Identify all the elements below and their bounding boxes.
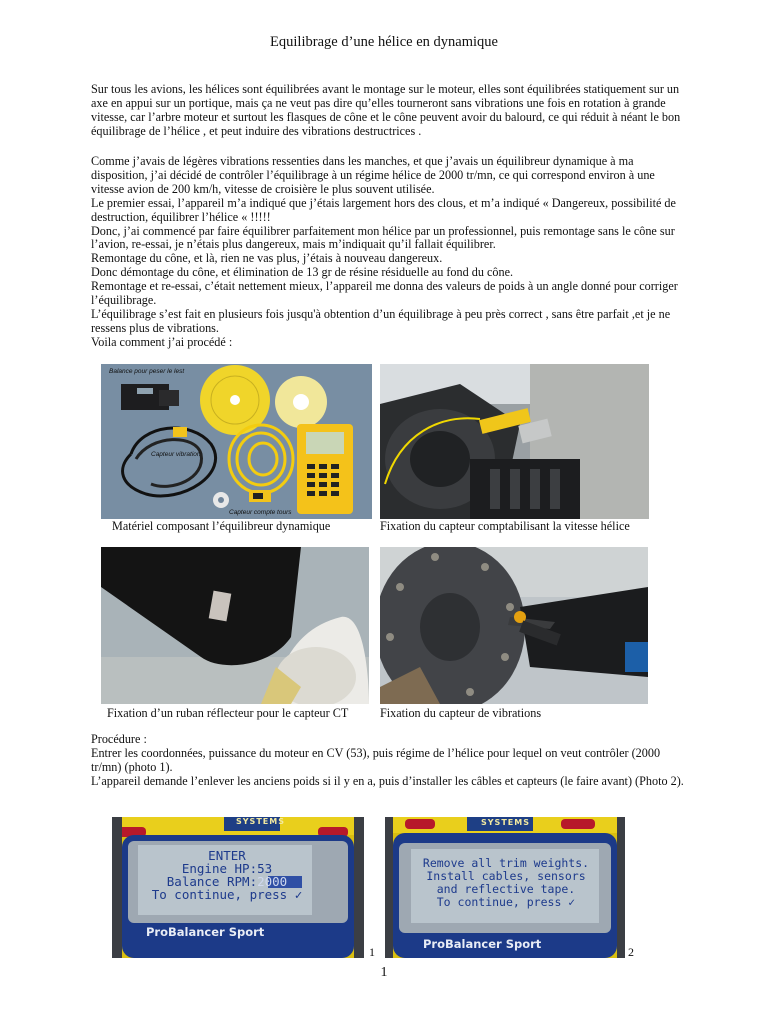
story-line: Donc, j’ai commencé par faire équilibrer parfaitement mon hélice par un professionnel, puis remontage sans le cône sur l’avion, re-essai, je n’étais plus dangereux, mais m’indiquait qu’il fallait équilibrer.	[91, 223, 675, 252]
photo-number-1: 1	[369, 945, 375, 959]
label-vibration-sensor: Capteur vibration	[151, 451, 201, 458]
lcd-line-3: and reflective tape.	[436, 882, 576, 896]
photo-tach-sensor	[380, 364, 649, 519]
page-number: 1	[380, 965, 388, 980]
caption-photo-vibration-sensor: Fixation du capteur de vibrations	[380, 706, 542, 720]
lcd-line-4: To continue, press ✓	[436, 895, 576, 909]
procedure-step-2: L’appareil demande l’enlever les anciens poids si il y en a, puis d’installer les câbles et capteurs (le faire avant) (Photo 2).	[91, 773, 684, 788]
label-tach-sensor: Capteur compte tours	[229, 509, 292, 516]
story-paragraphs	[91, 155, 691, 350]
procedure-section	[91, 733, 691, 789]
brand-probalancer: ProBalancer Sport	[146, 925, 265, 939]
intro-text: Sur tous les avions, les hélices sont équilibrées avant le montage sur le moteur, elles sont équilibrées statiquement sur un axe en appui sur un portique, mais ça ne veut pas dire qu’elles tourneront sans vibrations une fois en rotation à grande vitesse, car l’arbre moteur et surtout les flasques de cône et le cône peuvent avoir du balourd, ce qui réduit à néant le bon équilibrage de l’hélice , et peut induire des vibrations destructrices .	[91, 82, 681, 138]
story-line: Voila comment j’ai procédé :	[91, 334, 233, 349]
photo-screen-enter	[112, 817, 364, 958]
photo-equipment	[101, 364, 372, 519]
lcd-line-2: Install cables, sensors	[426, 869, 586, 883]
lcd-enter: ENTER	[208, 848, 246, 863]
brand-systems: SYSTEMS	[236, 817, 285, 826]
story-line: Comme j’avais de légères vibrations ressenties dans les manches, et que j’avais un équilibreur dynamique à ma disposition, j’ai décidé de contrôler l’équilibrage à un régime hélice de 2000 tr/mn, ce qui correspond environ à une vitesse avion de 200 km/h, vitesse de croisière le plus souvent utilisée.	[91, 154, 655, 196]
lcd-balance-value: 2000	[257, 874, 288, 889]
intro-paragraph	[91, 83, 691, 139]
procedure-step-1: Entrer les coordonnées, puissance du moteur en CV (53), puis régime de l’hélice pour lequel on veut contrôler (2000 tr/mn) (photo 1).	[91, 745, 661, 774]
lcd-balance-label: Balance RPM:	[166, 874, 258, 889]
story-line: Donc démontage du cône, et élimination de 13 gr de résine résiduelle au fond du cône.	[91, 265, 514, 280]
lcd-engine-hp: Engine HP:53	[181, 861, 273, 876]
photo-vibration-sensor	[380, 547, 648, 704]
label-scale: Balance pour peser le lest	[109, 368, 185, 375]
caption-photo-equipment: Matériel composant l’équilibreur dynamique	[112, 519, 331, 533]
lcd-continue: To continue, press ✓	[151, 887, 303, 902]
caption-photo-reflective-tape: Fixation d’un ruban réflecteur pour le capteur CT	[107, 706, 349, 720]
photo-reflective-tape	[101, 547, 369, 704]
story-line: L’équilibrage s’est fait en plusieurs fois jusqu'à obtention d’un équilibrage à peu près correct , sans être parfait ,et je ne ressens plus de vibrations.	[91, 306, 671, 335]
story-line: Remontage du cône, et là, rien ne vas plus, j’étais à nouveau dangereux.	[91, 251, 443, 266]
procedure-heading: Procédure :	[91, 732, 147, 746]
brand-probalancer: ProBalancer Sport	[423, 937, 542, 951]
lcd-line-1: Remove all trim weights.	[422, 856, 590, 870]
caption-photo-tach-sensor: Fixation du capteur comptabilisant la vitesse hélice	[380, 519, 630, 533]
story-line: Le premier essai, l’appareil m’a indiqué que j’étais largement hors des clous, et m’a indiqué « Dangereux, possibilité de destruction, équilibrer l’hélice « !!!!!	[91, 195, 676, 224]
photo-number-2: 2	[628, 945, 634, 959]
story-line: Remontage et re-essai, c’était nettement mieux, l’appareil me donna des valeurs de poids à un angle donné pour corriger l’équilibrage.	[91, 279, 678, 308]
page-title: Equilibrage d’une hélice en dynamique	[270, 34, 498, 50]
photo-screen-remove-weights	[385, 817, 625, 958]
brand-systems: SYSTEMS	[481, 818, 530, 827]
